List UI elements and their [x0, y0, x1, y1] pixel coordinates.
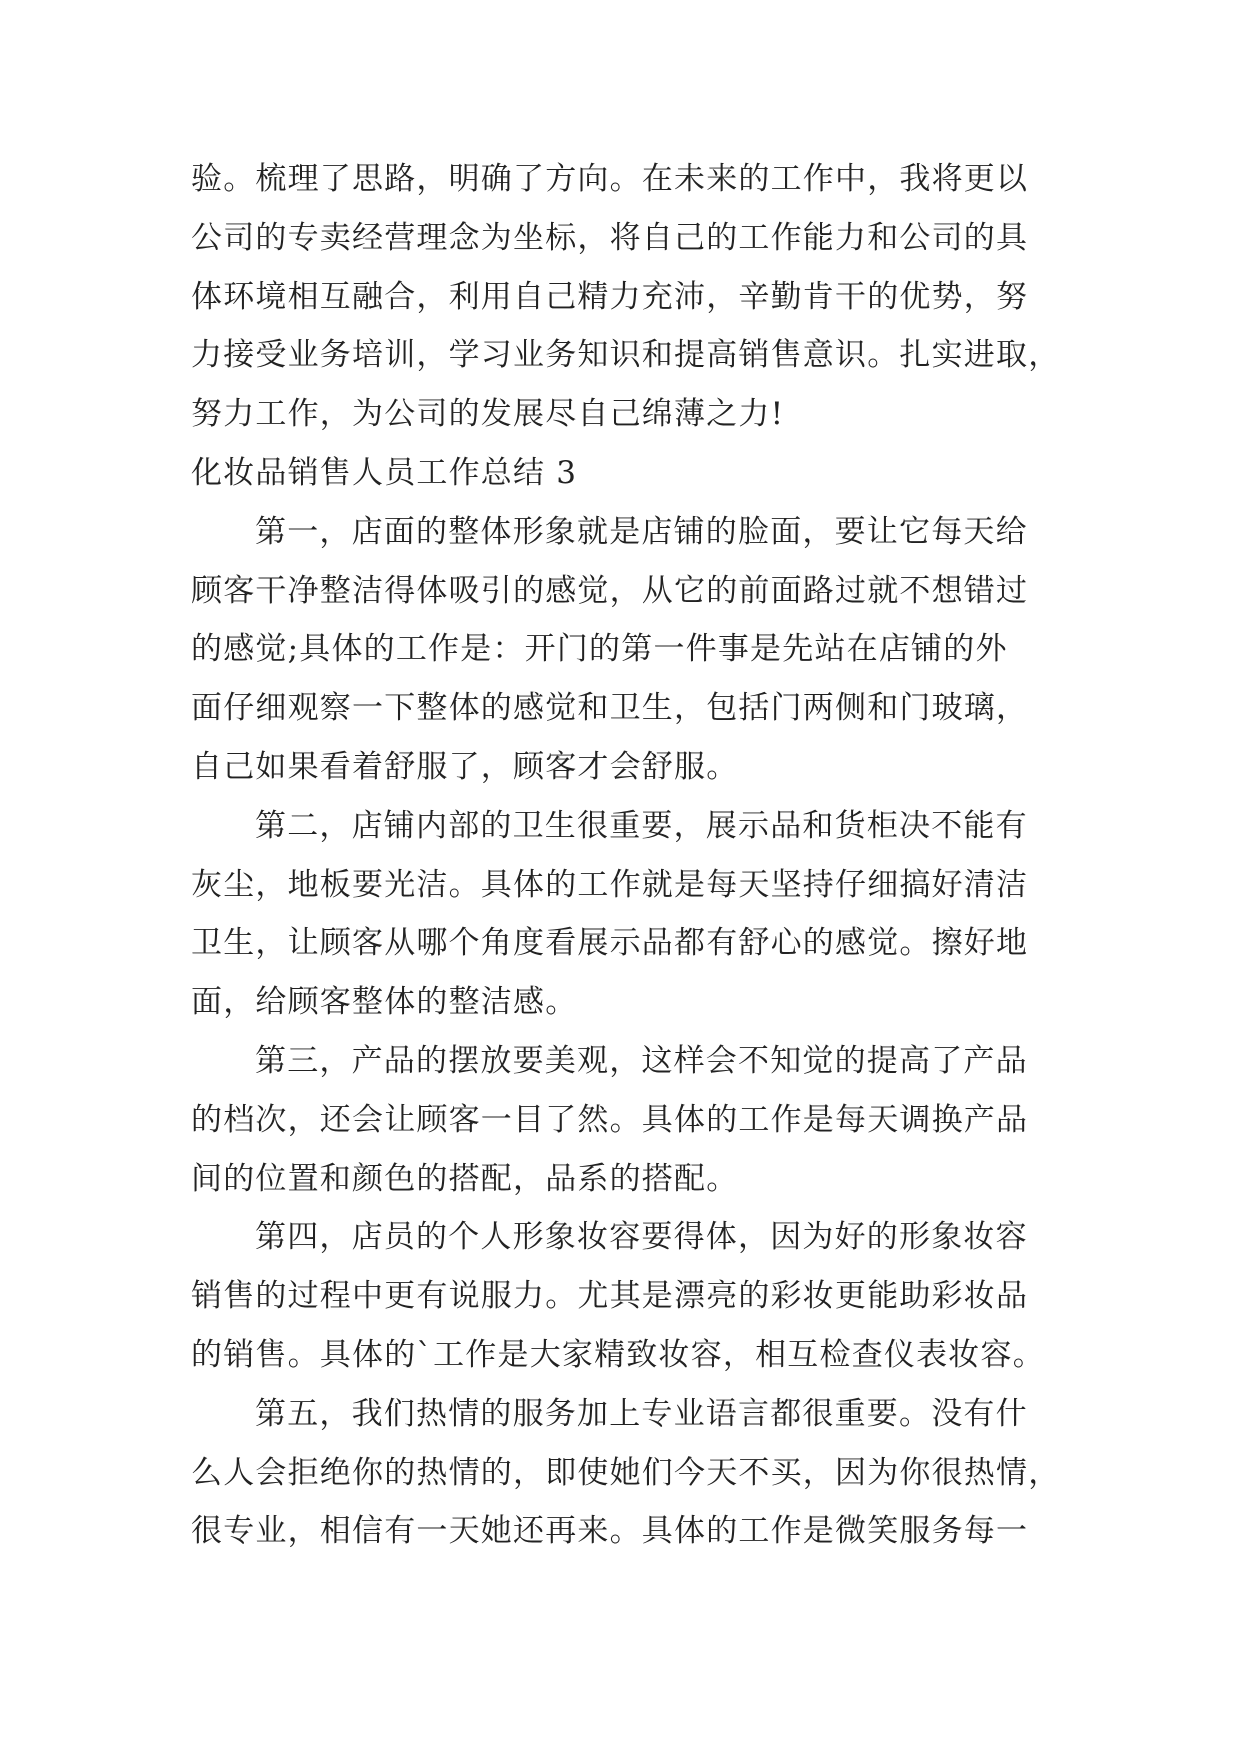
- text-line: 么人会拒绝你的热情的，即使她们今天不买，因为你很热情，: [191, 1454, 1061, 1491]
- document-page: [191, 150, 1071, 1561]
- text-line: 第一，店面的整体形象就是店铺的脸面，要让它每天给: [255, 513, 1028, 550]
- text-line: 面仔细观察一下整体的感觉和卫生，包括门两侧和门玻璃，: [191, 690, 1029, 727]
- paragraph-3: [191, 1032, 1071, 1208]
- text-line: 第二，店铺内部的卫生很重要，展示品和货柜决不能有: [255, 807, 1028, 844]
- text-line: 销售的过程中更有说服力。尤其是漂亮的彩妆更能助彩妆品: [191, 1278, 1029, 1315]
- text-line: 的感觉;具体的工作是：开门的第一件事是先站在店铺的外: [191, 631, 1008, 668]
- text-line: 卫生，让顾客从哪个角度看展示品都有舒心的感觉。擦好地: [191, 925, 1029, 962]
- text-line: 顾客干净整洁得体吸引的感觉，从它的前面路过就不想错过: [191, 572, 1029, 609]
- text-line: 努力工作，为公司的发展尽自己绵薄之力!: [191, 396, 785, 433]
- text-line: 间的位置和颜色的搭配，品系的搭配。: [191, 1160, 739, 1197]
- paragraph-5: [191, 1385, 1071, 1561]
- text-line: 第五，我们热情的服务加上专业语言都很重要。没有什: [255, 1395, 1028, 1432]
- section-title: 化妆品销售人员工作总结 3: [191, 454, 578, 491]
- text-line: 的销售。具体的`工作是大家精致妆容，相互检查仪表妆容。: [191, 1336, 1045, 1373]
- continuation-paragraph: [191, 150, 1071, 444]
- text-line: 面，给顾客整体的整洁感。: [191, 984, 578, 1021]
- text-line: 的档次，还会让顾客一目了然。具体的工作是每天调换产品: [191, 1101, 1029, 1138]
- text-line: 自己如果看着舒服了，顾客才会舒服。: [191, 748, 739, 785]
- paragraph-4: [191, 1208, 1071, 1384]
- paragraph-2: [191, 797, 1071, 1032]
- text-line: 力接受业务培训，学习业务知识和提高销售意识。扎实进取，: [191, 337, 1061, 374]
- text-line: 灰尘，地板要光洁。具体的工作就是每天坚持仔细搞好清洁: [191, 866, 1029, 903]
- paragraph-1: [191, 503, 1071, 797]
- text-line: 第四，店员的个人形象妆容要得体，因为好的形象妆容: [255, 1219, 1028, 1256]
- text-line: 第三，产品的摆放要美观，这样会不知觉的提高了产品: [255, 1042, 1028, 1079]
- text-line: 很专业，相信有一天她还再来。具体的工作是微笑服务每一: [191, 1513, 1029, 1550]
- text-line: 验。梳理了思路，明确了方向。在未来的工作中，我将更以: [191, 161, 1029, 197]
- text-line: 体环境相互融合，利用自己精力充沛，辛勤肯干的优势，努: [191, 278, 1029, 315]
- text-line: 公司的专卖经营理念为坐标，将自己的工作能力和公司的具: [191, 219, 1029, 256]
